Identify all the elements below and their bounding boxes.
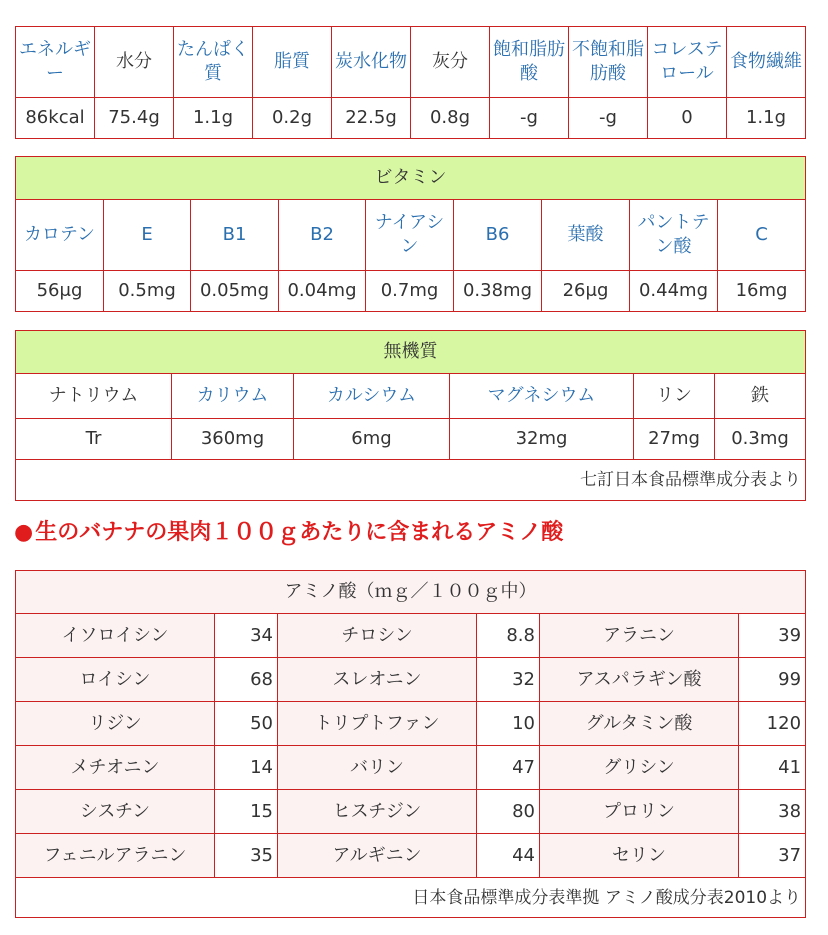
amino-value: 120 [739,702,806,746]
nutrition-header-water: 水分 [95,27,174,98]
mineral-value-sodium: Tr [16,419,172,460]
table-row [16,614,806,658]
vitamin-header-carotene[interactable]: カロテン [16,200,104,271]
amino-value: 41 [739,746,806,790]
vitamin-value-niacin: 0.7mg [366,271,454,312]
mineral-value-row [16,419,806,460]
amino-title-row [16,571,806,614]
vitamin-value-carotene: 56μg [16,271,104,312]
amino-value: 34 [215,614,278,658]
vitamin-header-pantothenic-acid[interactable]: パントテン酸 [630,200,718,271]
table-row [16,834,806,878]
amino-name: リジン [16,702,215,746]
bullet-dot-icon: ● [14,520,34,545]
amino-value: 99 [739,658,806,702]
nutrition-value-fiber: 1.1g [727,98,806,139]
vitamin-header-b1[interactable]: B1 [191,200,279,271]
nutrition-header-protein[interactable]: たんぱく質 [174,27,253,98]
amino-value: 39 [739,614,806,658]
mineral-title: 無機質 [16,331,806,374]
mineral-header-calcium[interactable]: カルシウム [294,374,450,419]
mineral-header-potassium[interactable]: カリウム [172,374,294,419]
vitamin-title: ビタミン [16,157,806,200]
vitamin-header-c[interactable]: C [718,200,806,271]
vitamin-header-b2[interactable]: B2 [279,200,366,271]
amino-value: 50 [215,702,278,746]
amino-value: 10 [477,702,540,746]
mineral-value-calcium: 6mg [294,419,450,460]
table-row [16,702,806,746]
nutrition-header-row [16,27,806,98]
table-row [16,658,806,702]
vitamin-value-b1: 0.05mg [191,271,279,312]
amino-name: チロシン [278,614,477,658]
amino-name: フェニルアラニン [16,834,215,878]
amino-name: アスパラギン酸 [540,658,739,702]
vitamin-value-row [16,271,806,312]
nutrition-table [15,26,806,139]
amino-value: 80 [477,790,540,834]
amino-name: セリン [540,834,739,878]
amino-value: 35 [215,834,278,878]
nutrition-value-saturated-fat: -g [490,98,569,139]
table-row [16,790,806,834]
amino-title: アミノ酸（ｍｇ／１００ｇ中） [16,571,806,614]
mineral-header-magnesium[interactable]: マグネシウム [450,374,634,419]
vitamin-value-b2: 0.04mg [279,271,366,312]
mineral-source-note: 七訂日本食品標準成分表より [16,460,806,501]
vitamin-value-e: 0.5mg [104,271,191,312]
amino-name: アルギニン [278,834,477,878]
vitamin-value-folate: 26μg [542,271,630,312]
nutrition-value-fat: 0.2g [253,98,332,139]
nutrition-header-fat[interactable]: 脂質 [253,27,332,98]
amino-value: 8.8 [477,614,540,658]
amino-name: バリン [278,746,477,790]
vitamin-table [15,156,806,312]
mineral-value-potassium: 360mg [172,419,294,460]
mineral-table [15,330,806,501]
mineral-value-iron: 0.3mg [715,419,806,460]
nutrition-value-energy: 86kcal [16,98,95,139]
amino-name: ロイシン [16,658,215,702]
amino-value: 44 [477,834,540,878]
mineral-header-phosphorus: リン [634,374,715,419]
amino-acid-heading [14,518,563,548]
amino-name: イソロイシン [16,614,215,658]
amino-name: メチオニン [16,746,215,790]
mineral-header-sodium: ナトリウム [16,374,172,419]
nutrition-value-water: 75.4g [95,98,174,139]
nutrition-header-energy[interactable]: エネルギー [16,27,95,98]
amino-value: 68 [215,658,278,702]
amino-name: ヒスチジン [278,790,477,834]
nutrition-header-saturated-fat[interactable]: 飽和脂肪酸 [490,27,569,98]
nutrition-header-fiber[interactable]: 食物繊維 [727,27,806,98]
nutrition-value-protein: 1.1g [174,98,253,139]
amino-value: 37 [739,834,806,878]
amino-value: 14 [215,746,278,790]
amino-acid-heading-text: 生のバナナの果肉１００ｇあたりに含まれるアミノ酸 [35,520,564,545]
mineral-title-row [16,331,806,374]
nutrition-header-cholesterol[interactable]: コレステロール [648,27,727,98]
nutrition-value-row [16,98,806,139]
mineral-header-row [16,374,806,419]
nutrition-header-unsaturated-fat[interactable]: 不飽和脂肪酸 [569,27,648,98]
nutrition-value-unsaturated-fat: -g [569,98,648,139]
mineral-header-iron: 鉄 [715,374,806,419]
amino-value: 47 [477,746,540,790]
vitamin-header-b6[interactable]: B6 [454,200,542,271]
table-row [16,746,806,790]
nutrition-value-ash: 0.8g [411,98,490,139]
amino-name: トリプトファン [278,702,477,746]
amino-value: 15 [215,790,278,834]
amino-name: アラニン [540,614,739,658]
nutrition-header-carbohydrate[interactable]: 炭水化物 [332,27,411,98]
vitamin-value-c: 16mg [718,271,806,312]
vitamin-header-e[interactable]: E [104,200,191,271]
amino-name: グルタミン酸 [540,702,739,746]
nutrition-header-ash: 灰分 [411,27,490,98]
amino-name: シスチン [16,790,215,834]
vitamin-header-folate[interactable]: 葉酸 [542,200,630,271]
vitamin-title-row [16,157,806,200]
amino-name: スレオニン [278,658,477,702]
amino-acid-table [15,570,806,918]
amino-name: グリシン [540,746,739,790]
amino-name: プロリン [540,790,739,834]
vitamin-header-niacin[interactable]: ナイアシン [366,200,454,271]
vitamin-value-pantothenic-acid: 0.44mg [630,271,718,312]
amino-source-note: 日本食品標準成分表準拠 アミノ酸成分表2010より [16,878,806,918]
mineral-value-magnesium: 32mg [450,419,634,460]
mineral-value-phosphorus: 27mg [634,419,715,460]
mineral-source-row [16,460,806,501]
amino-source-row [16,878,806,918]
amino-value: 38 [739,790,806,834]
amino-value: 32 [477,658,540,702]
nutrition-value-cholesterol: 0 [648,98,727,139]
nutrition-value-carbohydrate: 22.5g [332,98,411,139]
vitamin-value-b6: 0.38mg [454,271,542,312]
vitamin-header-row [16,200,806,271]
